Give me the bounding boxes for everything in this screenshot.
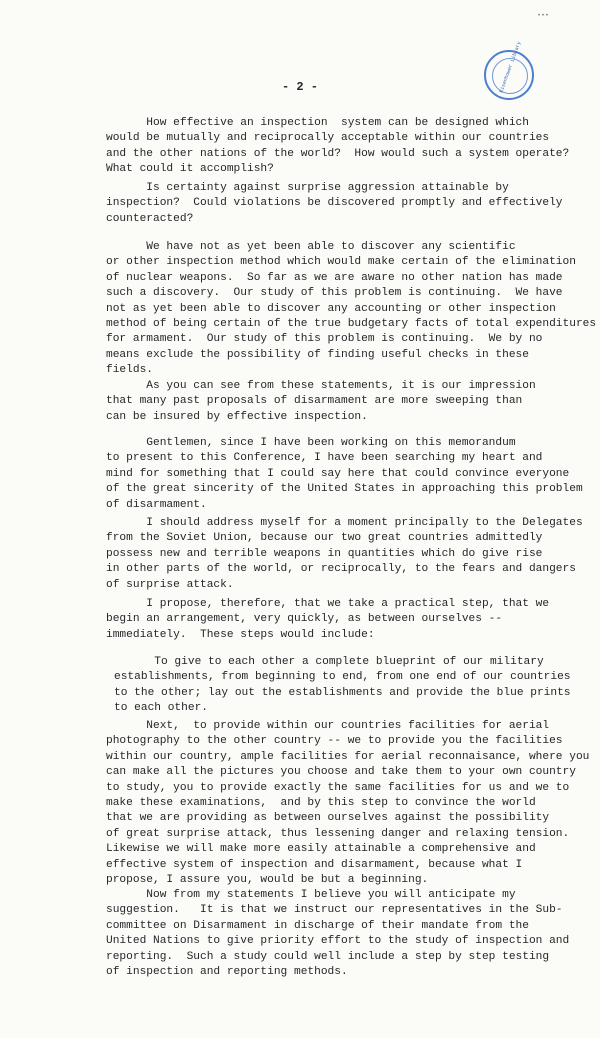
text-line: How effective an inspection system can be designed which (106, 117, 529, 129)
text-line: to study, you to provide exactly the same facilities for us and we to (106, 781, 570, 794)
text-line: begin an arrangement, very quickly, as between ourselves -- (106, 613, 503, 626)
paragraph (106, 516, 583, 593)
page-number: - 2 - (281, 80, 318, 94)
text-line: such a discovery. Our study of this problem is continuing. We have (106, 287, 563, 300)
text-line: counteracted? (106, 212, 194, 225)
library-stamp-text: Eisenhower Library (498, 40, 523, 94)
paragraph (106, 436, 583, 513)
text-line: not as yet been able to discover any accounting or other inspection (106, 302, 556, 315)
text-line: means exclude the possibility of finding useful checks in these (106, 348, 529, 361)
text-line: can make all the pictures you choose and take them to your own country (106, 766, 576, 779)
text-line: and the other nations of the world? How would such a system operate? (106, 147, 570, 160)
text-line: propose, I assure you, would be but a beginning. (106, 874, 429, 887)
text-line: inspection? Could violations be discovered promptly and effectively (106, 197, 563, 210)
paragraph (106, 240, 596, 379)
paragraph (106, 888, 569, 980)
text-line: of inspection and reporting methods. (106, 966, 348, 979)
text-line: within our country, ample facilities for aerial reconnaisance, where you (106, 750, 590, 763)
text-line: to present to this Conference, I have been searching my heart and (106, 452, 543, 465)
text-line: Gentlemen, since I have been working on this memorandum (106, 437, 516, 449)
paragraph (106, 719, 589, 888)
text-line: that we are providing as between ourselves against the possibility (106, 812, 550, 825)
text-line: suggestion. It is that we instruct our representatives in the Sub- (106, 904, 563, 917)
text-line: of disarmament. (106, 498, 207, 511)
text-line: establishments, from beginning to end, from one end of our countries (114, 671, 571, 684)
text-line: mind for something that I could say here that could convince everyone (106, 467, 570, 480)
text-line: in other parts of the world, or reciprocally, to the fears and dangers (106, 563, 576, 576)
text-line: to the other; lay out the establishments and provide the blue prints (114, 686, 571, 699)
text-line: effective system of inspection and disarmament, because what I (106, 858, 523, 871)
text-line: What could it accomplish? (106, 163, 274, 176)
text-line: We have not as yet been able to discover any scientific (106, 241, 516, 253)
text-line: of nuclear weapons. So far as we are aware no other nation has made (106, 271, 563, 284)
paragraph (106, 597, 549, 643)
text-line: United Nations to give priority effort to the study of inspection and (106, 935, 570, 948)
text-line: fields. (106, 364, 153, 377)
text-line: to each other. (114, 702, 208, 715)
text-line: of great surprise attack, thus lessening danger and relaxing tension. (106, 827, 570, 840)
text-line: or other inspection method which would make certain of the elimination (106, 256, 576, 269)
text-line: As you can see from these statements, it is our impression (106, 380, 536, 392)
text-line: for armament. Our study of this problem is continuing. We by no (106, 333, 543, 346)
text-line: would be mutually and reciprocally acceptable within our countries (106, 132, 550, 145)
paragraph (114, 655, 571, 717)
text-line: can be insured by effective inspection. (106, 410, 368, 423)
text-line: Now from my statements I believe you will anticipate my (106, 889, 516, 901)
text-line: of the great sincerity of the United States in approaching this problem (106, 483, 583, 496)
text-line: that many past proposals of disarmament are more sweeping than (106, 395, 523, 408)
text-line: possess new and terrible weapons in quantities which do give rise (106, 547, 543, 560)
text-line: method of being certain of the true budgetary facts of total expenditures (106, 318, 597, 331)
text-line: of surprise attack. (106, 578, 234, 591)
text-line: Likewise we will make more easily attainable a comprehensive and (106, 843, 536, 856)
paragraph (106, 379, 536, 425)
text-line: To give to each other a complete blueprint of our military (114, 656, 544, 668)
text-line: Next, to provide within our countries facilities for aerial (106, 720, 550, 732)
text-line: Is certainty against surprise aggression attainable by (106, 182, 509, 194)
text-line: I propose, therefore, that we take a practical step, that we (106, 598, 550, 610)
paper-mark: ⋅⋅⋅ (536, 11, 549, 22)
text-line: make these examinations, and by this step to convince the world (106, 797, 536, 810)
text-line: photography to the other country -- we to provide you the facilities (106, 735, 563, 748)
text-line: reporting. Such a study could well include a step by step testing (106, 950, 550, 963)
paragraph (106, 181, 563, 227)
text-line: from the Soviet Union, because our two great countries admittedly (106, 532, 543, 545)
text-line: committee on Disarmament in discharge of their mandate from the (106, 919, 529, 932)
text-line: immediately. These steps would include: (106, 628, 375, 641)
paragraph (106, 116, 569, 178)
text-line: I should address myself for a moment principally to the Delegates (106, 517, 583, 529)
